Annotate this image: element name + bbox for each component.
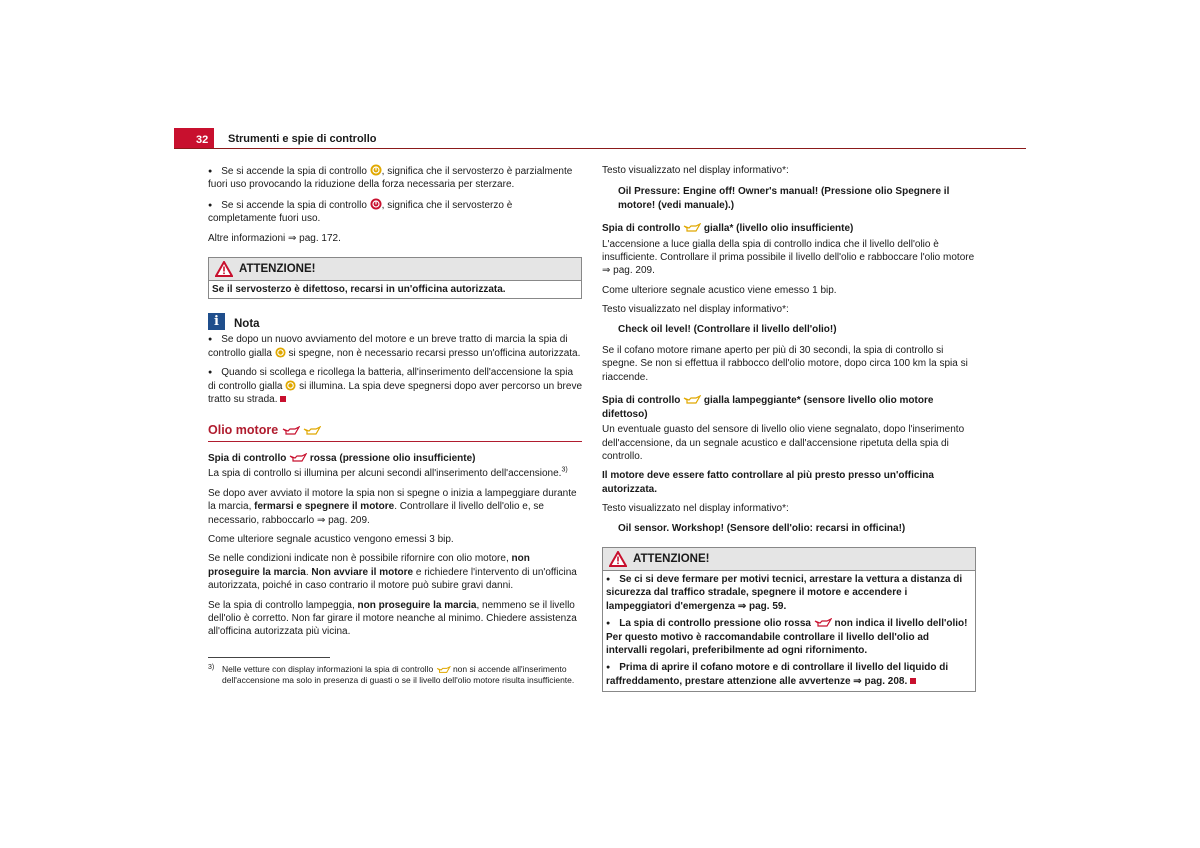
oil-can-icon [683,395,701,405]
paragraph: Come ulteriore segnale acustico vengono emessi 3 bip. [208,533,454,545]
steering-warning-icon [275,347,286,358]
paragraph: Un eventuale guasto del sensore di livello olio viene segnalato, dopo l'inserimento dell'accensione, da un segnale acustico e dall'accensione ripetuta della spia di controllo. [602,424,965,462]
end-marker-icon [910,678,916,684]
warning-box [602,547,976,692]
paragraph: Il motore deve essere fatto controllare al più presto presso un'officina autorizzata. [602,470,934,495]
oil-can-icon [282,426,300,436]
paragraph: Testo visualizzato nel display informativo*: [602,304,789,316]
list-item: ● Se ci si deve fermare per motivi tecnici, arrestare la vettura a distanza di sicurezza dal traffico stradale, spegnere il motore e accendere i lampeggiatori d'emergenza ⇒ pag. 59. [606,573,972,613]
warning-box [208,257,582,299]
oil-can-icon [303,426,321,436]
list-item: ● Se dopo un nuovo avviamento del motore e un breve tratto di marcia la spia di controllo gialla si spegne, non è necessario recarsi presso un'officina autorizzata. [208,333,582,360]
warning-triangle-icon [609,551,627,567]
warning-header: ATTENZIONE! [603,548,975,571]
page-header [174,128,1026,149]
warning-text: Se il servosterzo è difettoso, recarsi in un'officina autorizzata. [212,284,506,296]
subheading: Spia di controllo gialla* (livello olio insufficiente) [602,223,854,235]
note-heading: i Nota [208,313,582,333]
oil-can-icon [436,666,451,674]
end-marker-icon [280,396,286,402]
paragraph: La spia di controllo si illumina per alcuni secondi all'inserimento dell'accensione.$^{3)}$ [208,466,568,480]
footnote: 3) Nelle vetture con display informazioni la spia di controllo non si accende all'inserimento dell'accensione ma solo in presenza di guasti o se il livello dell'olio motore risulta insufficiente. [208,663,575,685]
oil-can-icon [683,223,701,233]
oil-can-icon [814,618,832,628]
right-column [602,164,976,702]
info-icon: i [208,313,225,330]
warning-triangle-icon [215,261,233,277]
list-item: ● Se si accende la spia di controllo , significa che il servosterzo è parzialmente fuori uso provocando la riduzione della forza necessaria per sterzare. [208,164,582,192]
display-message: Oil sensor. Workshop! (Sensore dell'olio: recarsi in officina!) [618,522,906,534]
steering-warning-icon [285,380,296,391]
paragraph: Se nelle condizioni indicate non è possibile rifornire con olio motore, non proseguire la marcia. Non avviare il motore e richiedere l'intervento di un'officina autorizzata, poiché in caso contrario il motore può subire gravi danni. [208,553,577,592]
paragraph: Testo visualizzato nel display informativo*: [602,165,789,176]
left-column [208,164,582,686]
display-message: Check oil level! (Controllare il livello dell'olio!) [618,323,837,335]
subheading: Spia di controllo gialla lampeggiante* (sensore livello olio motore difettoso) [602,395,934,420]
list-item: ● Quando si scollega e ricollega la batteria, all'inserimento dell'accensione la spia di controllo gialla si illumina. La spia deve spegnersi dopo aver percorso un breve tratto su strada. [208,366,582,406]
warning-body [603,571,975,691]
list-item: ● Prima di aprire il cofano motore e di controllare il livello del liquido di raffreddamento, prestare attenzione alle avvertenze ⇒ pag. 208. [606,661,972,688]
paragraph: L'accensione a luce gialla della spia di controllo indica che il livello dell'olio è insufficiente. Controllare il prima possibile il livello dell'olio e rabboccare l'olio motore ⇒ pag. 209. [602,238,975,277]
section-title: Olio motore [208,424,582,441]
list-item: ● Se si accende la spia di controllo , significa che il servosterzo è completamente fuori uso. [208,198,582,226]
steering-warning-icon [370,164,382,176]
subheading: Spia di controllo rossa (pressione olio insufficiente) [208,452,476,464]
paragraph: Se la spia di controllo lampeggia, non proseguire la marcia, nemmeno se il livello dell'olio è corretto. Non far girare il motore neanche al minimo. Chiedere assistenza all'officina autorizzata più vicina. [208,599,577,638]
list-item: ● La spia di controllo pressione olio rossa non indica il livello dell'olio! Per questo motivo è raccomandabile controllare il livello dell'olio ad intervalli regolari, preferibilmente ad ogni rifornimento. [606,617,972,657]
page-number: 32 [174,128,214,148]
steering-warning-icon [370,198,382,210]
oil-can-icon [289,453,307,463]
paragraph: Testo visualizzato nel display informativo*: [602,503,789,515]
footnote-divider [208,657,330,658]
warning-header: ATTENZIONE! [209,258,581,281]
more-info: Altre informazioni ⇒ pag. 172. [208,232,341,244]
page-title: Strumenti e spie di controllo [228,133,377,145]
paragraph: Se dopo aver avviato il motore la spia non si spegne o inizia a lampeggiare durante la marcia, fermarsi e spegnere il motore. Controllare il livello dell'olio e, se necessario, rabboccarlo ⇒ pag. 209. [208,487,577,526]
paragraph: Come ulteriore segnale acustico viene emesso 1 bip. [602,284,837,296]
display-message: Oil Pressure: Engine off! Owner's manual! (Pressione olio Spegnere il motore! (vedi manuale).) [618,186,950,211]
paragraph: Se il cofano motore rimane aperto per più di 30 secondi, la spia di controllo si spegne. Se non si effettua il rabbocco dell'olio motore, dopo circa 100 km la spia si riaccende. [602,345,968,383]
